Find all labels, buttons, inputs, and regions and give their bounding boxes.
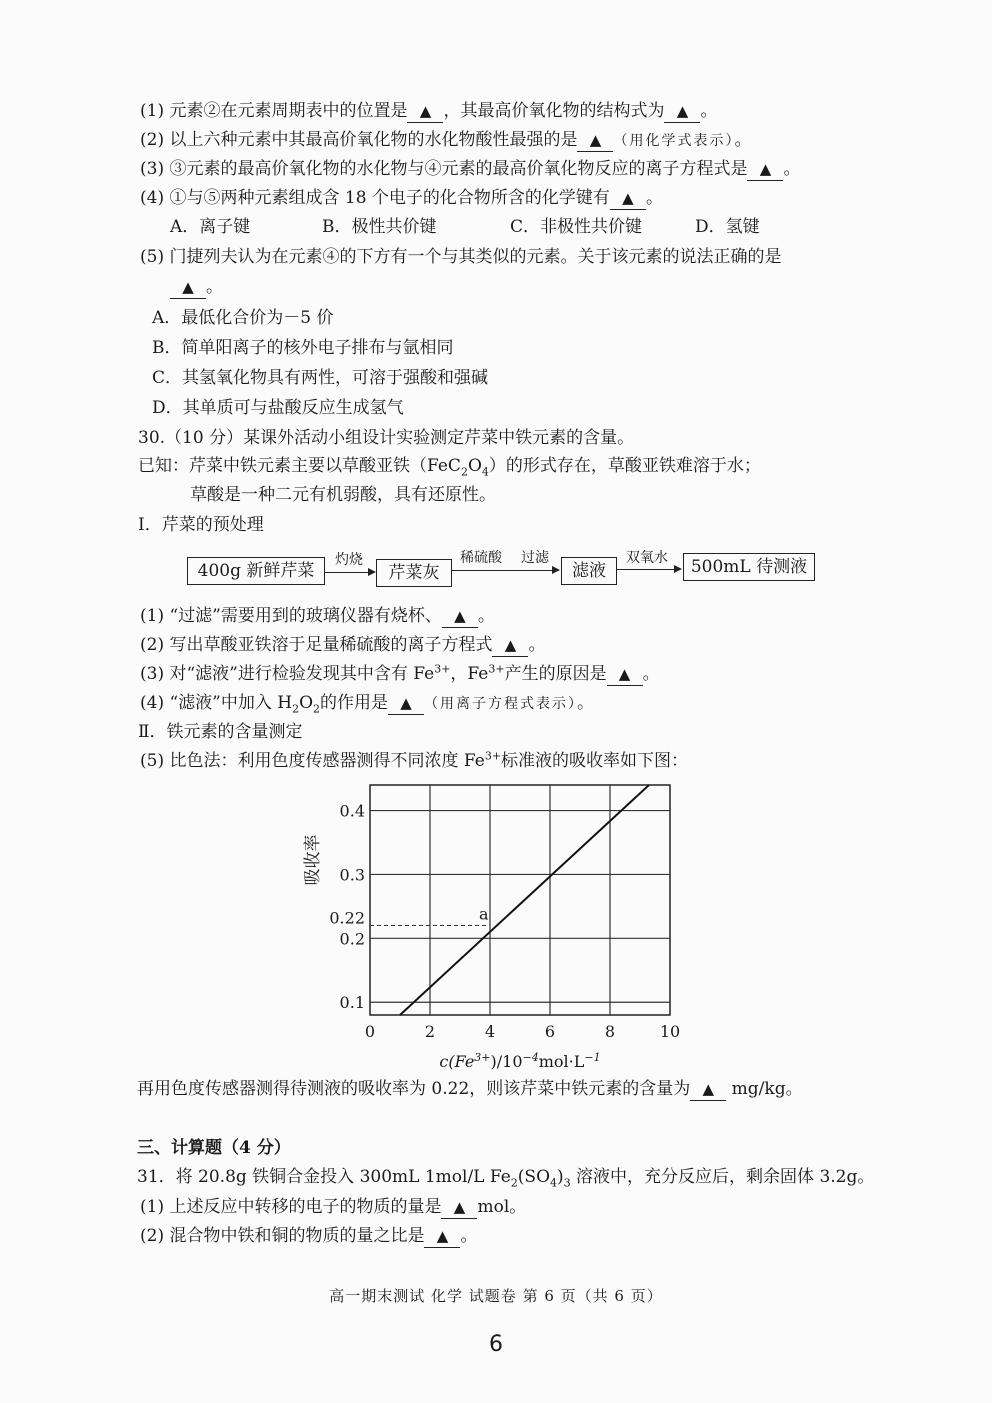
page-footer: 高一期末测试 化学 试题卷 第 6 页（共 6 页） bbox=[329, 1287, 663, 1305]
q29-part4-option-d[interactable]: D．氢键 bbox=[695, 217, 760, 237]
q30-part1: (1) “过滤”需要用到的玻璃仪器有烧杯、 ▲ 。 bbox=[140, 606, 495, 626]
q31-part2: (2) 混合物中铁和铜的物质的量之比是 ▲ 。 bbox=[140, 1226, 478, 1246]
y-tick-label: 0.1 bbox=[339, 993, 365, 1013]
arrow-icon bbox=[324, 572, 374, 573]
flow-step-filter: 过滤 bbox=[521, 550, 549, 566]
q29-part4-option-b[interactable]: B．极性共价键 bbox=[322, 217, 437, 237]
answer-blank[interactable]: ▲ bbox=[442, 605, 478, 628]
arrow-icon bbox=[451, 570, 558, 571]
y-axis-label: 吸收率 bbox=[303, 834, 323, 886]
q29-part5-option-d[interactable]: D．其单质可与盐酸反应生成氢气 bbox=[152, 398, 404, 418]
q29-part4-option-a[interactable]: A．离子键 bbox=[170, 217, 251, 237]
answer-blank[interactable]: ▲ bbox=[607, 663, 643, 686]
flow-step-acid: 稀硫酸 bbox=[460, 550, 502, 566]
y-tick-label: 0.4 bbox=[339, 801, 365, 821]
q30-part4: (4) “滤液”中加入 $H_2O_2$的作用是 ▲ （用离子方程式表示）。 bbox=[140, 693, 595, 716]
flow-step-burn: 灼烧 bbox=[335, 552, 363, 568]
answer-blank[interactable]: ▲ bbox=[388, 692, 424, 715]
x-tick-label: 8 bbox=[604, 1022, 616, 1041]
absorbance-chart bbox=[300, 775, 700, 1075]
x-tick-label: 2 bbox=[424, 1022, 436, 1041]
q30-part3: (3) 对“滤液”进行检验发现其中含有 $Fe^{3+}$，$Fe^{3+}$产生的原因是 ▲ 。 bbox=[140, 662, 660, 684]
y-tick-label: 0.3 bbox=[339, 865, 365, 885]
plot-frame bbox=[370, 785, 670, 1015]
q29-part1: (1) 元素②在元素周期表中的位置是 ▲ ，其最高价氧化物的结构式为 ▲ 。 bbox=[140, 101, 718, 121]
q30-title: 30.（10 分）某课外活动小组设计实验测定芹菜中铁元素的含量。 bbox=[138, 428, 635, 448]
answer-blank[interactable]: ▲ bbox=[577, 129, 613, 152]
q30-part2: (2) 写出草酸亚铁溶于足量稀硫酸的离子方程式 ▲ 。 bbox=[140, 635, 546, 655]
x-tick-label: 0 bbox=[364, 1022, 376, 1041]
q30-known-1: 已知：芹菜中铁元素主要以草酸亚铁$(FeC_2O_4)$的形式存在，草酸亚铁难溶于水； bbox=[138, 456, 761, 479]
q31-title: 31．将 20.8g 铁铜合金投入 300mL 1mol/L $Fe_2(SO_4)_3$ 溶液中，充分反应后，剩余固体 3.2g。 bbox=[137, 1167, 875, 1190]
x-tick-label: 4 bbox=[484, 1022, 496, 1041]
q30-known-2: 草酸是一种二元有机弱酸，具有还原性。 bbox=[190, 485, 496, 505]
q29-part4-option-c[interactable]: C．非极性共价键 bbox=[510, 217, 643, 237]
x-tick-label: 10 bbox=[659, 1022, 681, 1041]
answer-blank[interactable]: ▲ bbox=[407, 100, 443, 123]
flow-box-celery: 400g 新鲜芹菜 bbox=[187, 557, 325, 585]
q29-part5-stem: (5) 门捷列夫认为在元素④的下方有一个与其类似的元素。关于该元素的说法正确的是 bbox=[140, 247, 782, 267]
flow-box-filtrate: 滤液 bbox=[561, 557, 617, 585]
q30-section-1: Ⅰ．芹菜的预处理 bbox=[138, 515, 264, 535]
answer-blank[interactable]: ▲ bbox=[690, 1078, 726, 1101]
answer-blank[interactable]: ▲ bbox=[492, 634, 528, 657]
flow-box-ash: 芹菜灰 bbox=[376, 559, 452, 587]
answer-blank[interactable]: ▲ bbox=[424, 1225, 460, 1248]
y-tick-label: 0.2 bbox=[339, 929, 365, 949]
q29-part4: (4) ①与⑤两种元素组成含 18 个电子的化合物所含的化学键有 ▲ 。 bbox=[140, 188, 663, 208]
q29-part5-option-b[interactable]: B．简单阳离子的核外电子排布与氩相同 bbox=[152, 338, 454, 358]
y-tick-label: 0.22 bbox=[329, 908, 365, 928]
q30-section-2: Ⅱ．铁元素的含量测定 bbox=[138, 722, 303, 742]
section-3-title: 三、计算题（4 分） bbox=[137, 1138, 291, 1158]
answer-blank[interactable]: ▲ bbox=[747, 158, 783, 181]
point-a-label: a bbox=[479, 904, 489, 924]
flow-box-sample: 500mL 待测液 bbox=[683, 553, 815, 581]
flow-step-peroxide: 双氧水 bbox=[626, 550, 668, 566]
answer-blank[interactable]: ▲ bbox=[610, 187, 646, 210]
answer-blank[interactable]: ▲ bbox=[441, 1196, 477, 1219]
q29-part5-answer: ▲ 。 bbox=[170, 276, 223, 299]
series-line bbox=[400, 785, 649, 1015]
q29-part2: (2) 以上六种元素中其最高价氧化物的水化物酸性最强的是 ▲ （用化学式表示）。 bbox=[140, 130, 752, 150]
x-tick-label: 6 bbox=[544, 1022, 556, 1041]
q31-part1: (1) 上述反应中转移的电子的物质的量是 ▲ mol。 bbox=[140, 1197, 527, 1217]
q29-part5-option-a[interactable]: A．最低化合价为－5 价 bbox=[152, 308, 334, 328]
arrow-icon bbox=[616, 569, 680, 570]
answer-blank[interactable]: ▲ bbox=[170, 276, 206, 299]
q30-part5: (5) 比色法：利用色度传感器测得不同浓度 $Fe^{3+}$标准液的吸收率如下图： bbox=[140, 749, 689, 771]
q30-part5-conclusion: 再用色度传感器测得待测液的吸收率为 0.22，则该芹菜中铁元素的含量为 ▲ mg/kg。 bbox=[137, 1079, 803, 1099]
x-axis-label: $c(Fe^{3+})/10^{-4}mol\cdot L^{-1}$ bbox=[439, 1051, 601, 1071]
q29-part5-option-c[interactable]: C．其氢氧化物具有两性，可溶于强酸和强碱 bbox=[152, 368, 489, 388]
answer-blank[interactable]: ▲ bbox=[664, 100, 700, 123]
page-number: 6 bbox=[489, 1332, 503, 1357]
q29-part3: (3) ③元素的最高价氧化物的水化物与④元素的最高价氧化物反应的离子方程式是 ▲ 。 bbox=[140, 159, 801, 179]
